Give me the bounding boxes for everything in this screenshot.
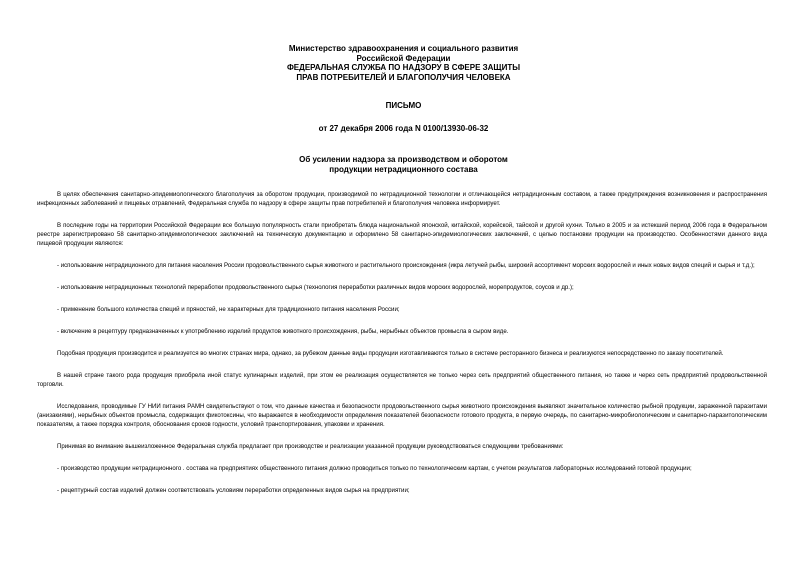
document-title <box>0 155 807 175</box>
paragraph: - производство продукции нетрадиционного . состава на предприятиях общественного питания должно проводиться только по технологическим картам, с учетом результатов лабораторных исследований готовой продукции; <box>57 465 692 472</box>
header-service-line: ФЕДЕРАЛЬНАЯ СЛУЖБА ПО НАДЗОРУ В СФЕРЕ ЗАЩИТЫ <box>286 63 521 73</box>
paragraph: В нашей стране такого рода продукция приобрела иной статус кулинарных изделий, при этом ее реализация осуществляется не только через сеть предприятий общественного питания, но также и через сеть предприятий продовольственной торговли. <box>37 372 767 388</box>
header-service-line-2: ПРАВ ПОТРЕБИТЕЛЕЙ И БЛАГОПОЛУЧИЯ ЧЕЛОВЕКА <box>296 72 511 82</box>
header-ministry-line: Министерство здравоохранения и социального развития <box>288 44 519 53</box>
paragraph: - использование нетрадиционного для питания населения России продовольственного сырья животного и растительного происхождения (икра летучей рыбы, широкий ассортимент морских водорослей и иных новых видов специй и сырья и т.д.); <box>57 262 755 269</box>
paragraph: Принимая во внимание вышеизложенное Федеральная служба предлагает при производстве и реализации указанной продукции руководствоваться следующими требованиями: <box>57 443 564 450</box>
document-type: ПИСЬМО <box>385 101 422 110</box>
paragraph: Исследования, проводимые ГУ НИИ питания РАМН свидетельствуют о том, что данные качества и безопасности продовольственного сырья животного происхождения выявляют значительное количество рыбной продукции, зараженной паразитами (анизакиями), нерыбных объектов промысла, содержащих фикотоксины, что выражается в необходимости определения показателей безопасности готового продукта, в первую очередь, по санитарно-микробиологическим и санитарно-паразитологическим показателям, а также порядка контроля, обоснования сроков годности, условий транспортирования, упаковки и хранения. <box>37 403 767 428</box>
paragraph: В последние годы на территории Российской Федерации все большую популярность стали приобретать блюда национальной японской, китайской, корейской, тайской и другой кухни. Только в 2005 и за истекший период 2006 года в Федеральном реестре зарегистрировано 58 санитарно-эпидемиологических заключений на техническую документацию и оформлено 58 санитарно-эпидемиологических заключений, с целью постановки продукции на производство. Особенностями данного вида пищевой продукции являются: <box>37 222 767 247</box>
document-body <box>37 190 767 508</box>
document-header <box>0 44 807 82</box>
paragraph: - применение большого количества специй и пряностей, не характерных для традиционного питания населения России; <box>57 306 400 313</box>
document-date: от 27 декабря 2006 года N 0100/13930-06-32 <box>318 124 489 133</box>
paragraph: - использование нетрадиционных технологий переработки продовольственного сырья (технология переработки различных видов морских водорослей, морепродуктов, соусов и др.); <box>57 284 574 291</box>
title-line-1: Об усилении надзора за производством и оборотом <box>299 155 508 164</box>
title-line-2: продукции нетрадиционного состава <box>329 165 478 174</box>
paragraph: В целях обеспечения санитарно-эпидемиологического благополучия за оборотом продукции, производимой по нетрадиционной технологии и отличающейся нетрадиционным составом, а также предупреждения возникновения и распространения инфекционных заболеваний и пищевых отравлений, Федеральная служба по надзору в сфере защиты прав потребителей и благополучия человека информирует. <box>37 191 767 207</box>
paragraph: - рецептурный состав изделий должен соответствовать условиям переработки определенных видов сырья на предприятии; <box>57 487 410 494</box>
header-country-line: Российской Федерации <box>356 53 451 63</box>
paragraph: - включение в рецептуру предназначенных к употреблению изделий продуктов животного происхождения, рыбы, нерыбных объектов промысла в сыром виде. <box>57 328 509 335</box>
paragraph: Подобная продукция производится и реализуется во многих странах мира, однако, за рубежом данные виды продукции изготавливаются только в системе ресторанного бизнеса и реализуются непосредственно по заказу посетителей. <box>57 350 724 357</box>
